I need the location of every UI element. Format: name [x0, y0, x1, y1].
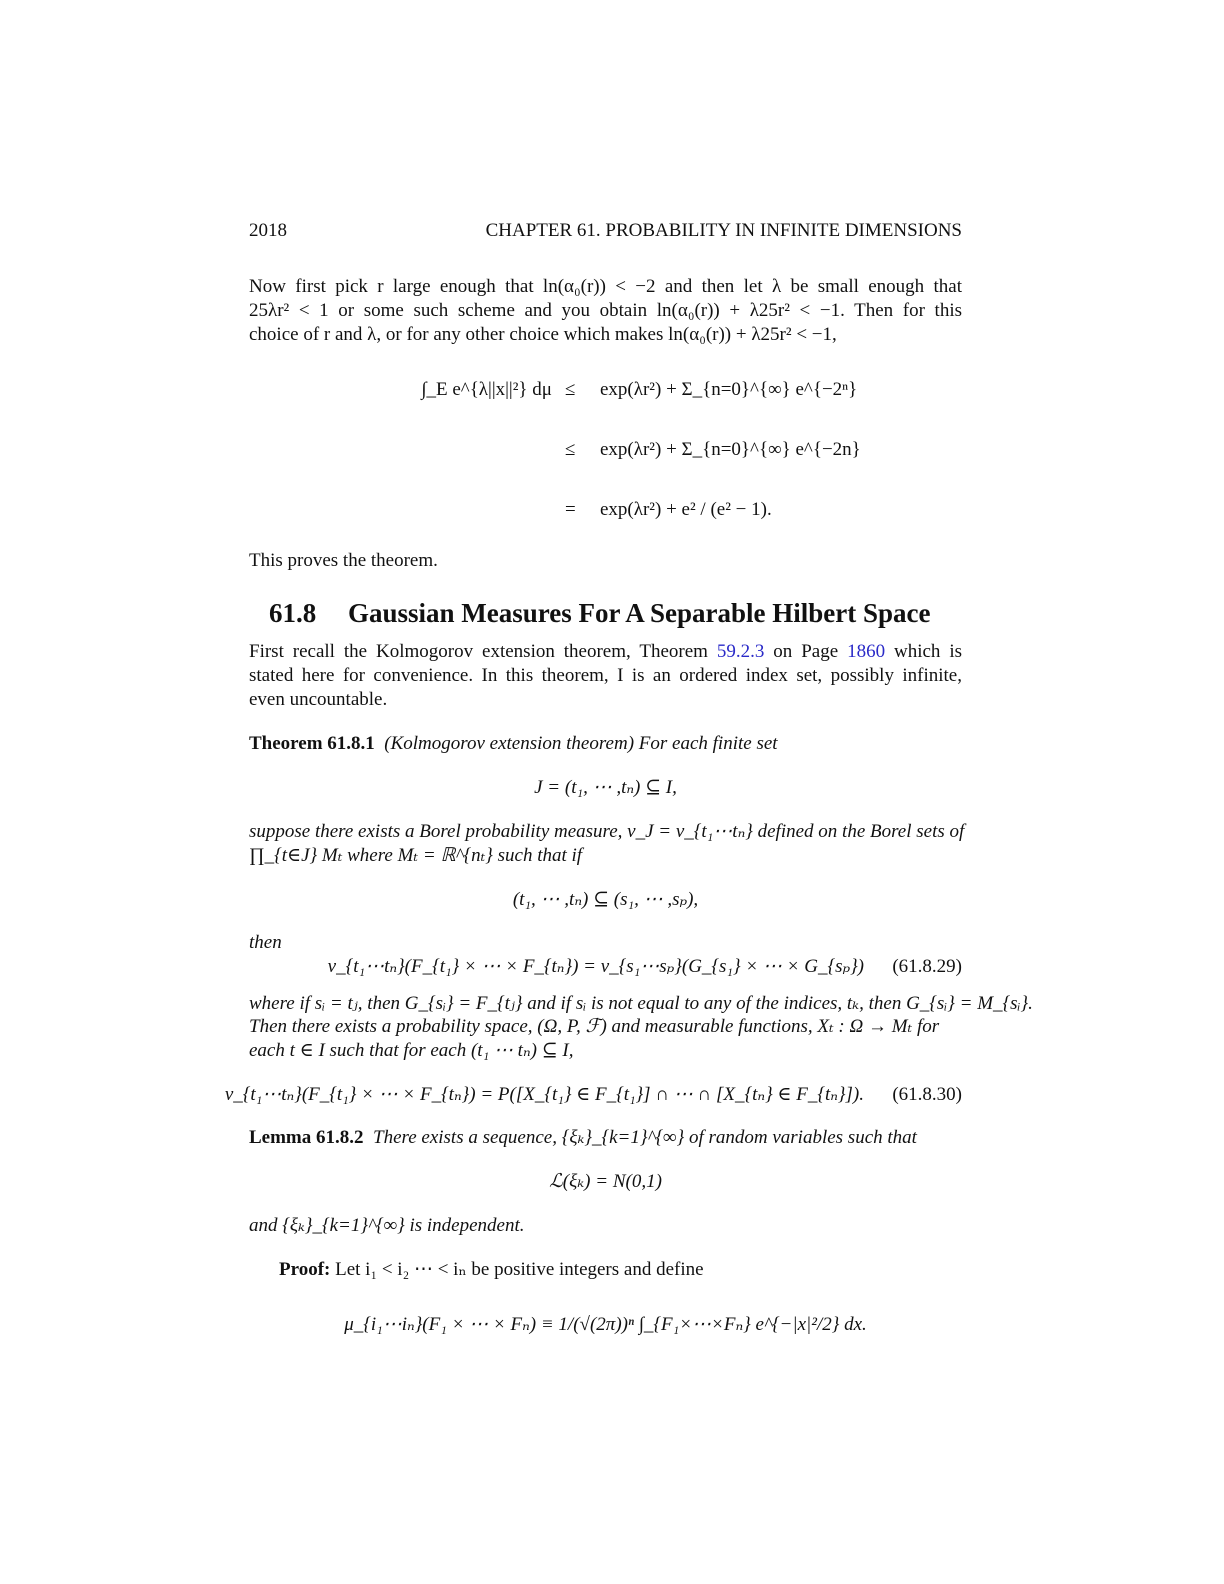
intro-line-3: choice of r and λ, or for any other choice which makes ln(α₀(r)) + λ25r² < −1,	[249, 324, 837, 345]
theorem-statement: (Kolmogorov extension theorem) For each finite set	[384, 733, 778, 754]
section-title: Gaussian Measures For A Separable Hilbert Space	[348, 598, 931, 628]
equation-number: (61.8.29)	[892, 956, 962, 977]
running-header	[249, 220, 962, 242]
lemma-tail: and {ξₖ}_{k=1}^{∞} is independent.	[249, 1215, 525, 1236]
page-ref-link[interactable]: 1860	[847, 641, 886, 662]
relation-2: ≤	[565, 439, 576, 460]
chapter-title: CHAPTER 61. PROBABILITY IN INFINITE DIMENSIONS	[485, 220, 962, 241]
lemma-statement: There exists a sequence, {ξₖ}_{k=1}^{∞} of random variables such that	[373, 1127, 917, 1148]
proof-equation: μ_{i₁⋯iₙ}(F₁ × ⋯ × Fₙ) ≡ 1/(√(2π))ⁿ ∫_{F₁×⋯×Fₙ} e^{−|x|²/2} dx.	[344, 1314, 867, 1335]
lemma-heading	[249, 1127, 962, 1149]
section-number: 61.8	[269, 598, 317, 628]
proof-label: Proof:	[279, 1259, 331, 1280]
equation-J: J = (t₁, ⋯ ,tₙ) ⊆ I,	[534, 777, 677, 798]
theorem-where-2: Then there exists a probability space, (Ω, P, ℱ) and measurable functions, Xₜ : Ω → Mₜ for	[249, 1016, 940, 1037]
rhs-1: exp(λr²) + Σ_{n=0}^{∞} e^{−2ⁿ}	[600, 379, 858, 400]
lemma-equation: ℒ(ξₖ) = N(0,1)	[549, 1171, 662, 1192]
theorem-line-3: ∏_{t∈J} Mₜ where Mₜ = ℝ^{nₜ} such that if	[249, 845, 583, 866]
section-para-line-2: stated here for convenience. In this theorem, I is an ordered index set, possibly infinite,	[249, 665, 962, 686]
theorem-where-3: each t ∈ I such that for each (t₁ ⋯ tₙ) ⊆ I,	[249, 1040, 574, 1061]
proof-line	[279, 1259, 992, 1281]
equation-body: ν_{t₁⋯tₙ}(F_{t₁} × ⋯ × F_{tₙ}) = ν_{s₁⋯sₚ}(G_{s₁} × ⋯ × G_{sₚ})	[327, 956, 864, 977]
theorem-then: then	[249, 932, 282, 953]
theorem-ref-link[interactable]: 59.2.3	[716, 641, 765, 662]
intro-line-1: Now first pick r large enough that ln(α₀(r)) < −2 and then let λ be small enough that	[249, 276, 962, 297]
theorem-line-2: suppose there exists a Borel probability measure, ν_J = ν_{t₁⋯tₙ} defined on the Borel sets of	[249, 821, 965, 842]
lemma-label: Lemma 61.8.2	[249, 1127, 364, 1148]
relation-3: =	[565, 499, 576, 520]
theorem-label: Theorem 61.8.1	[249, 733, 375, 754]
text: First recall the Kolmogorov extension theorem, Theorem	[249, 641, 708, 662]
equation-body: ν_{t₁⋯tₙ}(F_{t₁} × ⋯ × F_{tₙ}) = P([X_{t₁} ∈ F_{t₁}] ∩ ⋯ ∩ [X_{tₙ} ∈ F_{tₙ}]).	[224, 1084, 864, 1105]
proof-text: Let i₁ < i₂ ⋯ < iₙ be positive integers and define	[335, 1259, 704, 1280]
proof-end-text: This proves the theorem.	[249, 550, 438, 571]
intro-line-2: 25λr² < 1 or some such scheme and you obtain ln(α₀(r)) + λ25r² < −1. Then for this	[249, 300, 962, 321]
relation-1: ≤	[565, 379, 576, 400]
theorem-heading	[249, 733, 962, 755]
equation-number: (61.8.30)	[892, 1084, 962, 1105]
text: on Page	[773, 641, 839, 662]
section-para-line-1	[249, 641, 962, 663]
page-number: 2018	[249, 220, 287, 241]
section-para-line-3: even uncountable.	[249, 689, 388, 710]
text: which is	[893, 641, 963, 662]
rhs-3: exp(λr²) + e² / (e² − 1).	[600, 499, 772, 520]
integral-lhs: ∫_E e^{λ||x||²} dμ	[421, 379, 552, 400]
theorem-where-1: where if sᵢ = tⱼ, then G_{sᵢ} = F_{tⱼ} and if sᵢ is not equal to any of the indices, tₖ, then G_{sᵢ} = M_{sᵢ}.	[249, 993, 1033, 1014]
equation-subset: (t₁, ⋯ ,tₙ) ⊆ (s₁, ⋯ ,sₚ),	[512, 889, 699, 910]
rhs-2: exp(λr²) + Σ_{n=0}^{∞} e^{−2n}	[600, 439, 861, 460]
